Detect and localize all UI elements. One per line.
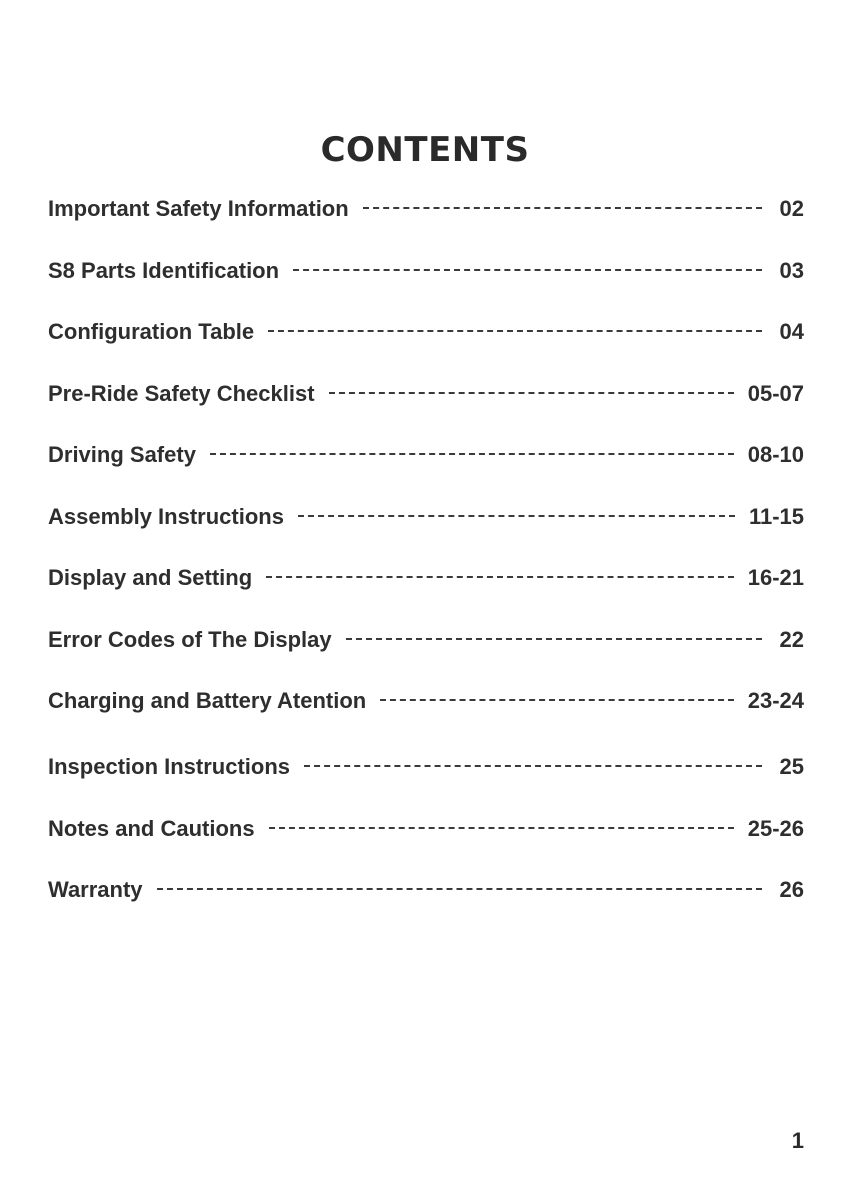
page-number: 1 <box>791 1128 804 1153</box>
table-of-contents <box>48 196 804 939</box>
toc-entry-label: Important Safety Information <box>48 196 349 221</box>
dotted-leader <box>266 576 734 578</box>
toc-entry-label: Charging and Battery Atention <box>48 688 367 713</box>
dotted-leader <box>157 888 762 890</box>
toc-entry-pre-ride-checklist[interactable] <box>48 381 804 443</box>
toc-entry-page: 04 <box>779 319 804 344</box>
toc-entry-label: Inspection Instructions <box>48 754 291 779</box>
toc-entry-inspection-instructions[interactable] <box>48 754 804 816</box>
dotted-leader <box>210 453 734 455</box>
toc-entry-page: 22 <box>779 626 804 652</box>
toc-entry-label: Pre-Ride Safety Checklist <box>48 380 315 406</box>
toc-entry-page: 11-15 <box>748 503 804 529</box>
toc-entry-page: 25-26 <box>747 815 804 841</box>
toc-entry-safety-information[interactable] <box>48 196 804 258</box>
dotted-leader <box>298 515 735 517</box>
toc-entry-warranty[interactable] <box>48 877 804 939</box>
page-title: CONTENTS <box>320 130 530 170</box>
toc-entry-page: 02 <box>779 196 804 221</box>
dotted-leader <box>329 392 734 394</box>
toc-entry-page: 08-10 <box>747 442 804 467</box>
toc-entry-page: 03 <box>779 257 804 283</box>
toc-entry-error-codes[interactable] <box>48 627 804 689</box>
toc-entry-assembly-instructions[interactable] <box>48 504 804 566</box>
dotted-leader <box>380 699 734 701</box>
dotted-leader <box>293 269 762 271</box>
dotted-leader <box>363 207 762 209</box>
toc-entry-page: 26 <box>779 877 804 902</box>
toc-entry-label: Error Codes of The Display <box>48 626 332 652</box>
toc-entry-configuration-table[interactable] <box>48 319 804 381</box>
toc-entry-page: 25 <box>779 754 804 779</box>
toc-entry-page: 16-21 <box>747 565 804 590</box>
toc-entry-label: Display and Setting <box>48 565 253 590</box>
toc-entry-driving-safety[interactable] <box>48 442 804 504</box>
toc-entry-display-and-setting[interactable] <box>48 565 804 627</box>
dotted-leader <box>268 330 762 332</box>
toc-entry-parts-identification[interactable] <box>48 258 804 320</box>
toc-entry-charging-battery[interactable] <box>48 688 804 754</box>
toc-entry-label: Driving Safety <box>48 442 196 467</box>
toc-entry-notes-and-cautions[interactable] <box>48 816 804 878</box>
toc-entry-label: Warranty <box>48 877 143 902</box>
dotted-leader <box>269 827 734 829</box>
toc-entry-label: Assembly Instructions <box>48 503 284 529</box>
toc-entry-label: Notes and Cautions <box>48 815 255 841</box>
toc-entry-label: Configuration Table <box>48 319 255 344</box>
toc-entry-page: 05-07 <box>747 380 804 406</box>
toc-entry-label: S8 Parts Identification <box>48 257 280 283</box>
dotted-leader <box>346 638 762 640</box>
toc-entry-page: 23-24 <box>747 688 804 713</box>
dotted-leader <box>304 765 762 767</box>
